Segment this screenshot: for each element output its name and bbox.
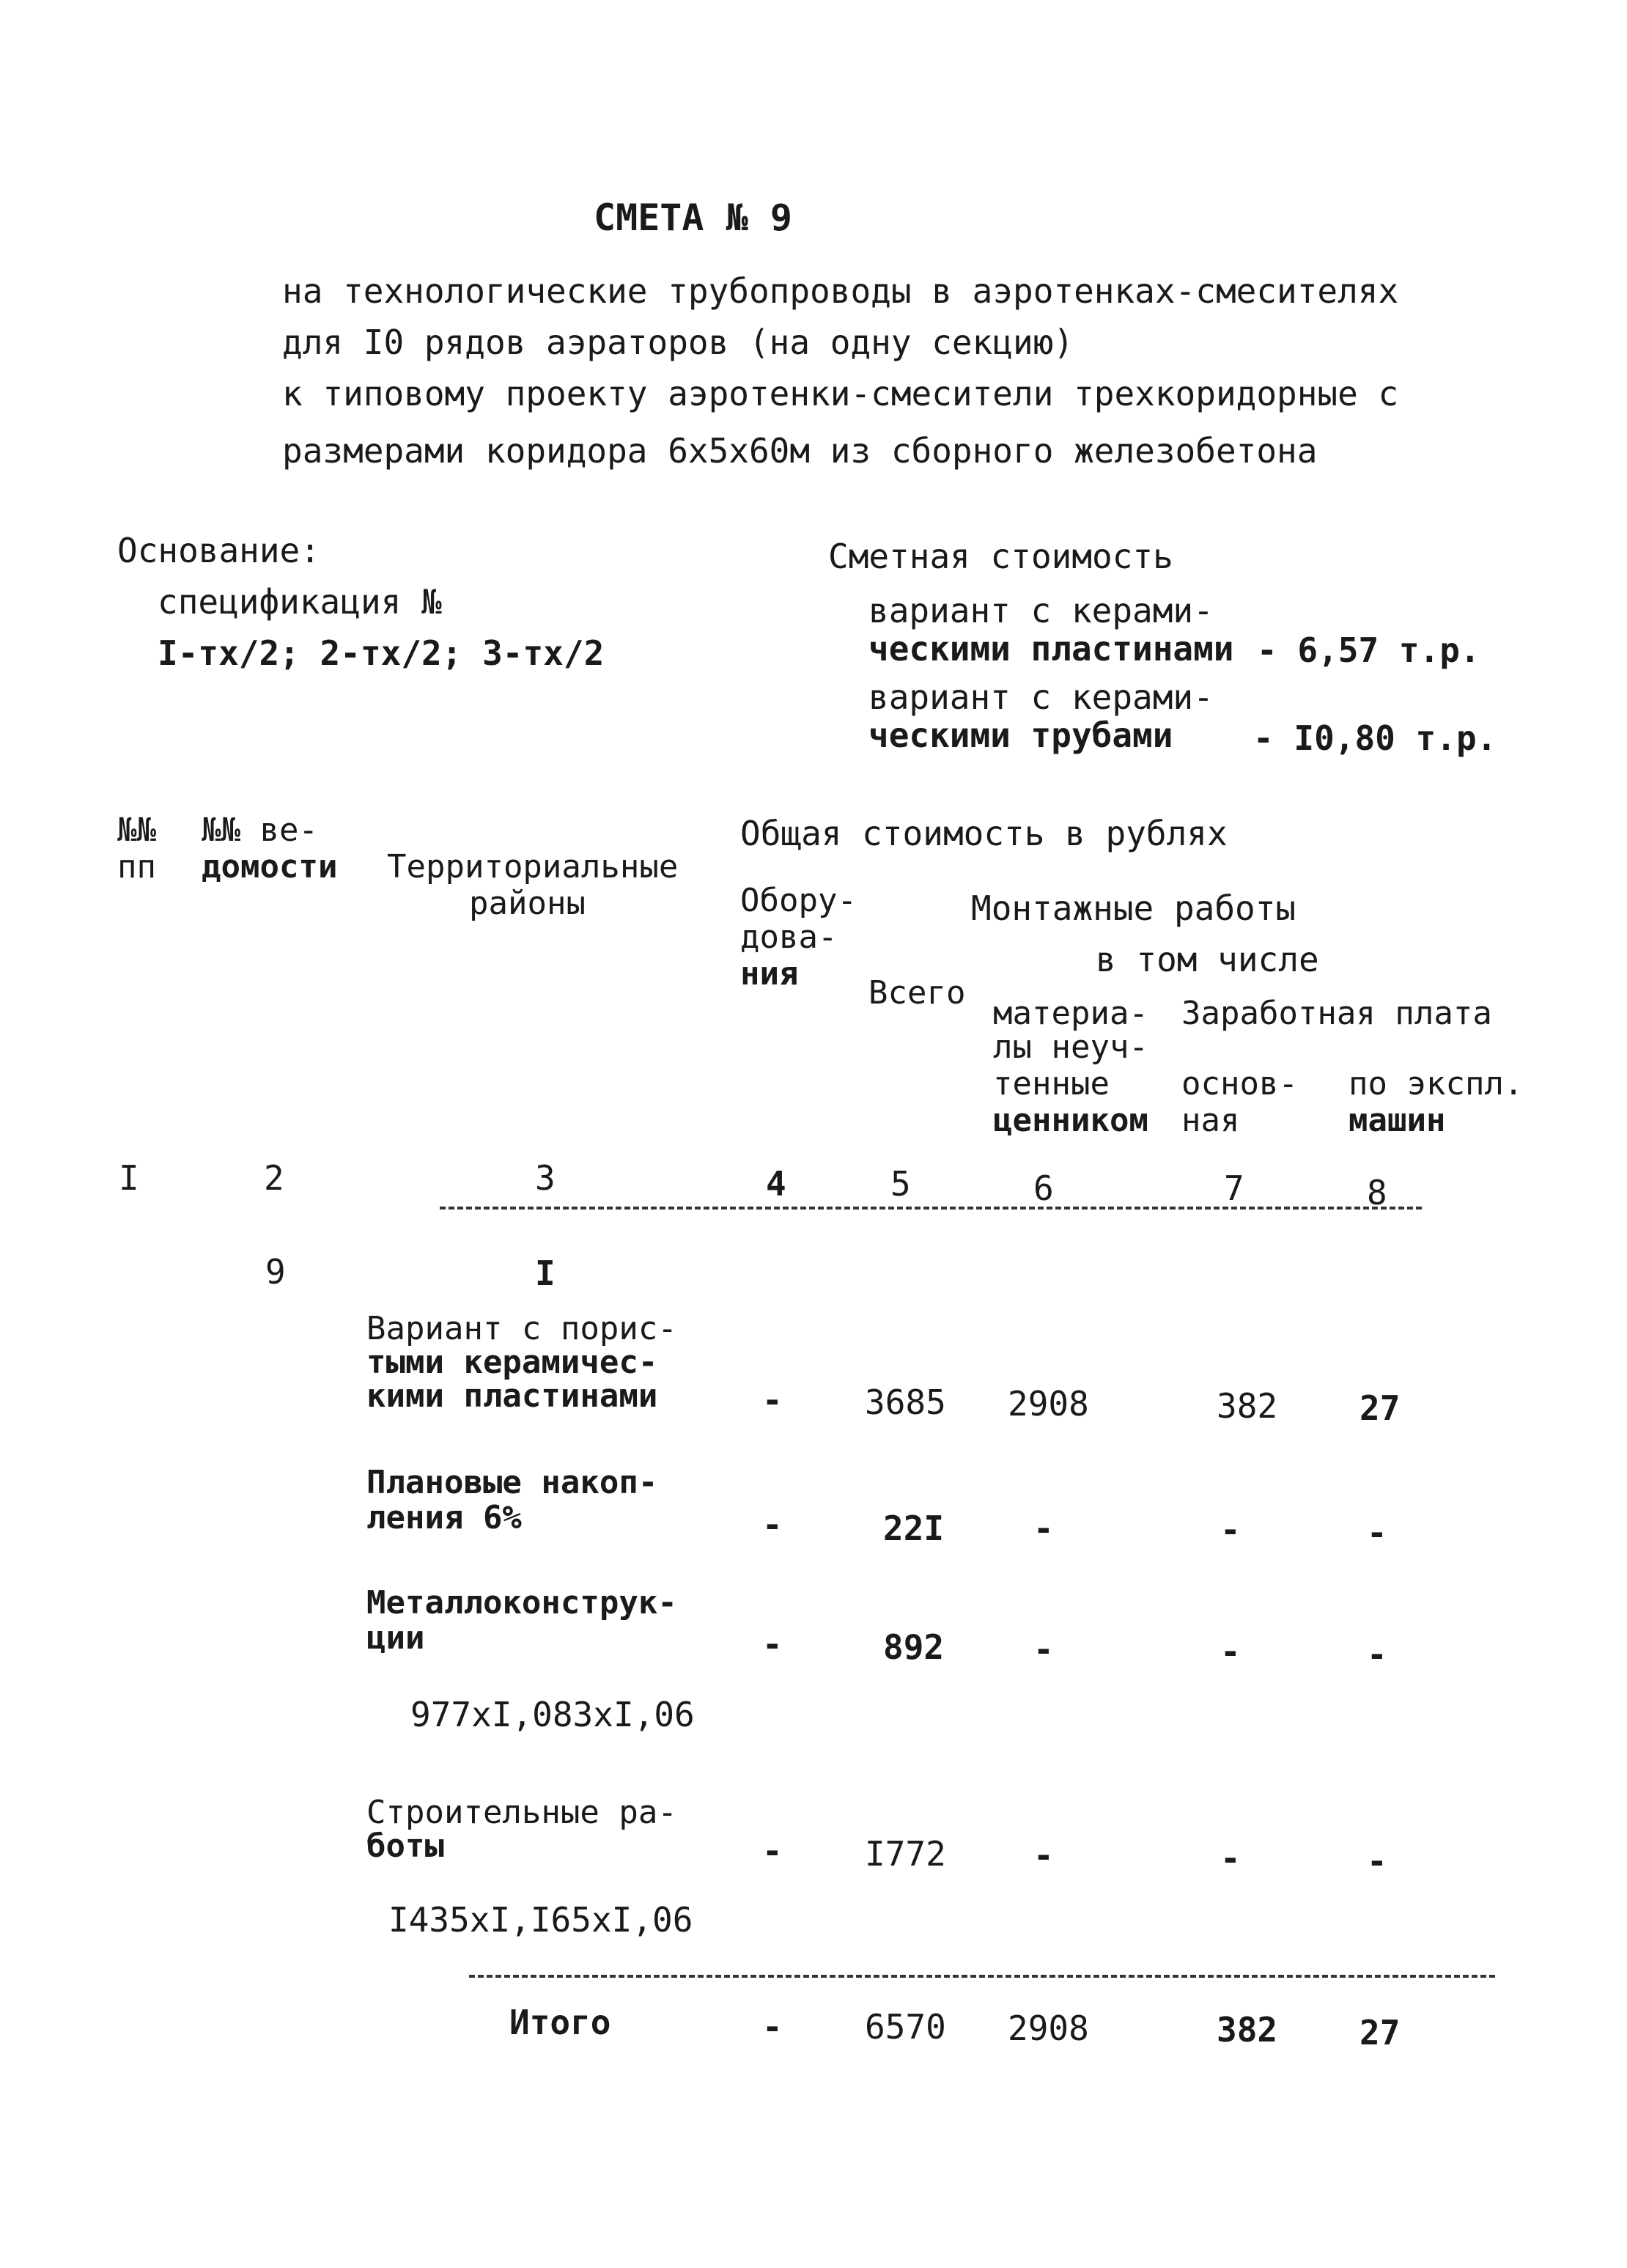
region-number: I: [535, 1253, 556, 1293]
cell-equipment: -: [762, 1831, 783, 1871]
variant1-line2: ческими пластинами: [868, 629, 1234, 669]
variant1-value: - 6,57 т.р.: [1257, 630, 1480, 670]
header-col7-line1: основ-: [1181, 1065, 1298, 1102]
cell-materials: 2908: [1008, 1384, 1089, 1424]
cell-wage-machines: -: [1367, 1841, 1387, 1881]
header-col6-line2: лы неуч-: [993, 1028, 1148, 1066]
header-col5: Всего: [868, 974, 966, 1012]
header-col3-line1: Территориальные: [387, 848, 679, 886]
row-name-line: ции: [366, 1619, 425, 1657]
header-col4-line2: дова-: [740, 918, 838, 956]
variant2-line1: вариант с керами-: [868, 677, 1214, 717]
cell-equipment: -: [762, 1505, 783, 1544]
subtitle-line-3: к типовому проекту аэротенки-смесители трехкоридорные с: [282, 374, 1399, 413]
header-group-installation: Монтажные работы: [971, 888, 1296, 928]
col-number-7: 7: [1224, 1168, 1244, 1208]
header-col6-line3: тенные: [993, 1065, 1110, 1102]
row-name-line: ления 6%: [366, 1499, 522, 1536]
cell-wage-basic: -: [1220, 1838, 1241, 1878]
header-group-including: в том числе: [1096, 940, 1319, 979]
cell-total: 22I: [883, 1509, 945, 1548]
header-col8-line1: по экспл.: [1349, 1065, 1524, 1102]
total-label: Итого: [509, 2003, 611, 2042]
col-number-4: 4: [766, 1164, 786, 1204]
basis-spec-line: спецификация №: [158, 582, 442, 622]
row-name-line: Плановые накоп-: [366, 1464, 658, 1501]
col-number-3: 3: [535, 1158, 556, 1198]
header-col6-line1: материа-: [993, 995, 1148, 1032]
header-group-wage: Заработная плата: [1181, 995, 1492, 1032]
estimated-cost-label: Сметная стоимость: [828, 537, 1173, 576]
row-formula: I435хI,I65хI,06: [388, 1900, 693, 1940]
row-name-line: кими пластинами: [366, 1377, 658, 1415]
total-equipment: -: [762, 2007, 783, 2047]
header-col8-line2: машин: [1349, 1102, 1446, 1139]
header-col1-line2: пп: [117, 848, 156, 886]
subtitle-line-4: размерами коридора 6х5х60м из сборного железобетона: [282, 431, 1318, 471]
cell-wage-basic: -: [1220, 1510, 1241, 1550]
document-title: СМЕТА № 9: [594, 196, 792, 239]
cell-total: 3685: [865, 1382, 946, 1422]
header-col3-line2: районы: [469, 885, 586, 922]
cell-materials: -: [1033, 1509, 1054, 1548]
total-wage-basic: 382: [1217, 2010, 1278, 2050]
header-divider: [440, 1207, 1422, 1210]
header-col4-line3: ния: [740, 955, 799, 993]
header-col7-line2: ная: [1181, 1102, 1240, 1139]
row-name-line: тыми керамичес-: [366, 1344, 658, 1381]
row-name-line: Строительные ра-: [366, 1794, 677, 1831]
cell-wage-machines: -: [1367, 1513, 1387, 1553]
row-formula: 977хI,083хI,06: [410, 1695, 695, 1734]
subtitle-line-2: для I0 рядов аэраторов (на одну секцию): [282, 323, 1074, 362]
variant2-value: - I0,80 т.р.: [1253, 718, 1497, 758]
cell-materials: -: [1033, 1836, 1054, 1875]
cell-equipment: -: [762, 1624, 783, 1664]
header-col1-line1: №№: [117, 811, 156, 849]
col-number-2: 2: [264, 1158, 284, 1198]
vedomost-number: 9: [265, 1252, 286, 1292]
variant1-line1: вариант с керами-: [868, 591, 1214, 630]
cell-total: I772: [865, 1834, 946, 1874]
cell-materials: -: [1033, 1630, 1054, 1669]
header-col2-line1: №№ ве-: [202, 811, 318, 849]
total-materials: 2908: [1008, 2009, 1089, 2048]
col-number-6: 6: [1033, 1168, 1054, 1208]
header-col4-line1: Обору-: [740, 882, 857, 919]
cell-equipment: -: [762, 1380, 783, 1420]
total-sum: 6570: [865, 2007, 946, 2047]
header-col2-line2: домости: [202, 848, 338, 886]
basis-spec-numbers: I-тх/2; 2-тх/2; 3-тх/2: [158, 633, 605, 673]
col-number-8: 8: [1367, 1173, 1387, 1212]
row-name-line: Вариант с порис-: [366, 1310, 677, 1347]
variant2-line2: ческими трубами: [868, 715, 1173, 755]
cell-wage-basic: 382: [1217, 1386, 1278, 1426]
col-number-5: 5: [890, 1164, 911, 1204]
col-number-1: I: [119, 1158, 139, 1198]
header-col6-line4: ценником: [993, 1102, 1148, 1139]
basis-label: Основание:: [117, 531, 320, 570]
cell-total: 892: [883, 1627, 945, 1667]
row-name-line: Металлоконструк-: [366, 1584, 677, 1621]
row-name-line: боты: [366, 1827, 444, 1865]
cell-wage-machines: 27: [1359, 1388, 1401, 1428]
header-group-total-cost: Общая стоимость в рублях: [740, 814, 1228, 853]
total-divider: [469, 1975, 1495, 1978]
cell-wage-machines: -: [1367, 1635, 1387, 1674]
subtitle-line-1: на технологические трубопроводы в аэротенках-смесителях: [282, 271, 1399, 311]
total-wage-machines: 27: [1359, 2013, 1401, 2052]
cell-wage-basic: -: [1220, 1632, 1241, 1671]
